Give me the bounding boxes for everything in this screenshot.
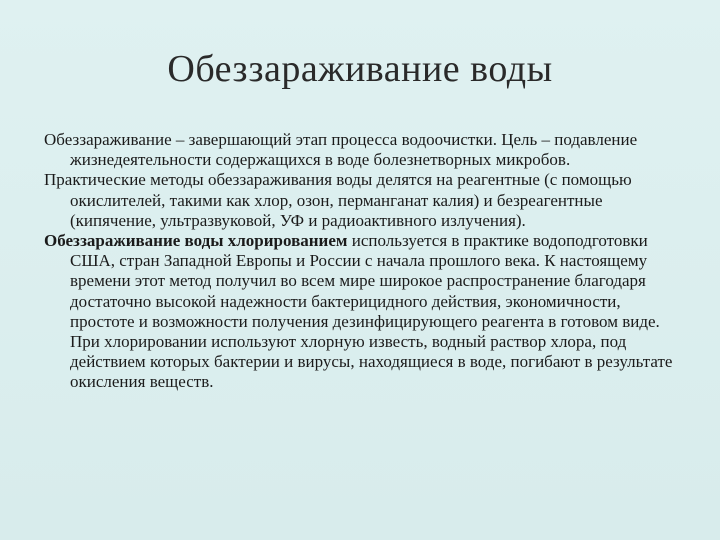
paragraph-chlorination [44, 231, 680, 393]
paragraph-definition [44, 130, 680, 170]
chlorination-heading: Обеззараживание воды хлорированием [44, 231, 348, 251]
paragraph-methods-text: Практические методы обеззараживания воды делятся на реагентные (с помощью окислителей, такими как хлор, озон, перманганат калия) и безреагентные (кипячение, ультразвуковой, УФ и радиоактивного излучения). [44, 170, 632, 230]
paragraph-definition-text: Обеззараживание – завершающий этап процесса водоочистки. Цель – подавление жизнедеятельности содержащихся в воде болезнетворных микробов. [44, 130, 638, 170]
paragraph-methods [44, 170, 680, 231]
slide-title: Обеззараживание воды [167, 48, 553, 90]
slide-body [44, 130, 680, 393]
paragraph-chlorination-text: используется в практике водоподготовки США, стран Западной Европы и России с начала прошлого века. К настоящему времени этот метод получил во всем мире широкое распространение благодаря достаточно высокой надежности бактерицидного действия, экономичности, простоте и возможности получения дезинфицирующего реагента в готовом виде. При хлорировании используют хлорную известь, водный раствор хлора, под действием которых бактерии и вирусы, находящиеся в воде, погибают в результате окисления веществ. [70, 231, 673, 392]
